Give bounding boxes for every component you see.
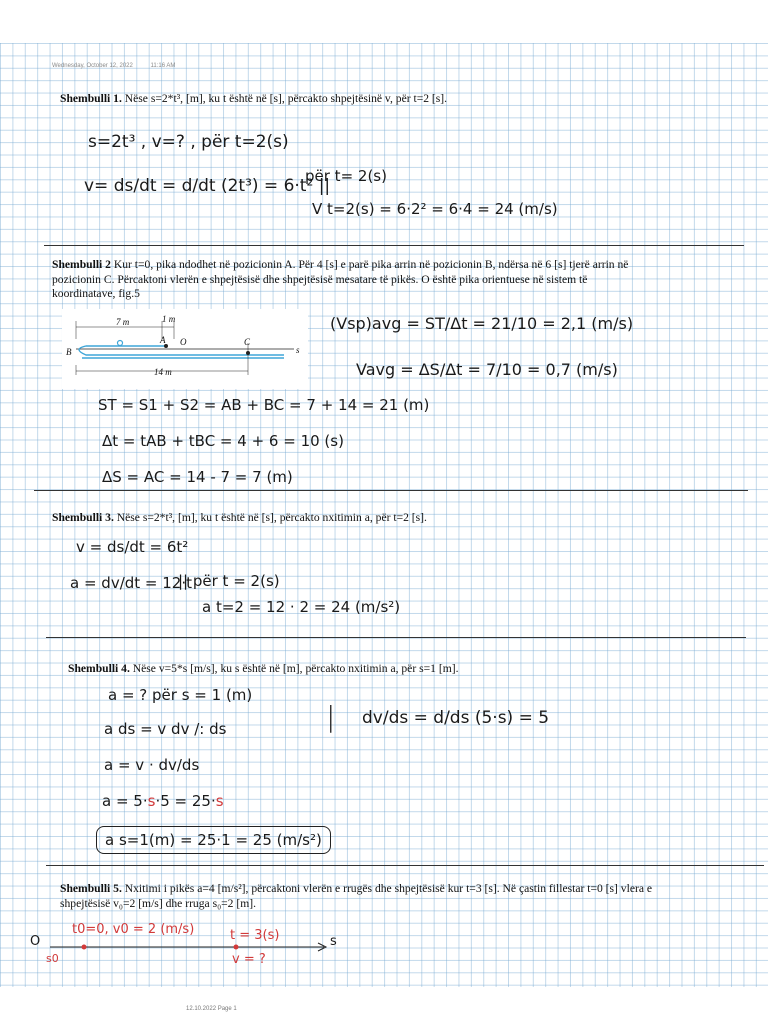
header-time: 11:16 AM: [150, 63, 176, 69]
ex4-hw-relation: a ds = v dv /: ds: [104, 720, 227, 738]
header-date: Wednesday, October 12, 2022: [52, 63, 133, 69]
fig-point-O: O: [180, 337, 187, 347]
ex4-hw-formula: a = v · dv/ds: [104, 756, 200, 774]
ex4-hw-sub-part2: ·5 = 25·: [155, 792, 216, 810]
ex5-hw-t3: t = 3(s): [230, 928, 280, 943]
fig-axis-s: s: [296, 345, 300, 355]
page-footer: 12.10.2022 Page 1: [186, 1006, 237, 1012]
ex1-hw-derivative: v= ds/dt = d/dt (2t³) = 6·t² ||: [84, 176, 331, 196]
ex3-hw-result: a t=2 = 12 · 2 = 24 (m/s²): [202, 598, 401, 616]
ex5-number-line: [40, 940, 340, 954]
example-3-text: Nëse s=2*t³, [m], ku t është në [s], përcakto nxitimin a, për t=2 [s].: [113, 511, 427, 524]
example-3-label: Shembulli 3.: [52, 511, 114, 524]
example-1-label: Shembulli 1.: [60, 92, 122, 105]
example-3-statement: [52, 511, 712, 526]
ex1-hw-given: s=2t³ , v=? , për t=2(s): [88, 132, 289, 152]
example-4-statement: [68, 662, 728, 677]
divider-4: [46, 865, 764, 866]
ex3-hw-for-t: || për t = 2(s): [178, 572, 280, 590]
ex5-hw-origin: O: [30, 934, 41, 949]
ex2-hw-displacement: ΔS = AC = 14 - 7 = 7 (m): [102, 468, 293, 486]
example-4-label: Shembulli 4.: [68, 662, 130, 675]
ex1-hw-result: V t=2(s) = 6·2² = 6·4 = 24 (m/s): [312, 200, 558, 218]
divider-2: [34, 490, 748, 491]
ex3-hw-acceleration: a = dv/dt = 12·t: [70, 574, 192, 592]
fig-label-1m: 1 m: [162, 314, 176, 324]
fig-point-C: C: [244, 337, 251, 347]
ex4-hw-boxed-result: a s=1(m) = 25·1 = 25 (m/s²): [96, 826, 331, 854]
example-2-statement: [52, 258, 652, 302]
divider-3: [46, 637, 746, 638]
ex4-hw-sub-s2: s: [215, 792, 224, 810]
example-4-text: Nëse v=5*s [m/s], ku s është në [m], përcakto nxitimin a, për s=1 [m].: [129, 662, 459, 675]
ex4-hw-sub-s1: s: [147, 792, 156, 810]
fig-label-14m: 14 m: [154, 367, 172, 377]
ex5-hw-v: v = ?: [232, 952, 266, 967]
example-5-text: Nxitimi i pikës a=4 [m/s²], përcaktoni vlerën e rrugës dhe shpejtësisë kur t=3 [s]. Në çastin fillestar t=0 [s] vlera e shpejtësisë v₀=2 [m/s] dhe rruga s₀=2 [m].: [60, 882, 653, 910]
ex5-hw-axis-s: s: [330, 934, 337, 949]
ex2-hw-total-distance: ST = S1 + S2 = AB + BC = 7 + 14 = 21 (m): [98, 396, 430, 414]
fig-point-B: B: [66, 347, 72, 357]
ex4-hw-sub-part1: a = 5·: [102, 792, 148, 810]
example-1-statement: [60, 92, 720, 107]
example-5-statement: [60, 882, 660, 911]
ex3-hw-velocity: v = ds/dt = 6t²: [76, 538, 189, 556]
example-1-text: Nëse s=2*t³, [m], ku t është në [s], përcakto shpejtësinë v, për t=2 [s].: [121, 92, 448, 105]
ex2-hw-avg-speed: (Vsp)avg = ST/Δt = 21/10 = 2,1 (m/s): [330, 314, 634, 333]
example-2-text: Kur t=0, pika ndodhet në pozicionin A. Për 4 [s] e parë pika arrin në pozicionin B, ndërsa në 6 [s] tjerë arrin në pozicionin C. Përcaktoni vlerën e shpejtësisë dhe shpejtësisë mesatare të pikës. O është pika orientuese në sistem të koordinatave, fig.5: [52, 258, 629, 301]
ex5-hw-initial: t0=0, v0 = 2 (m/s): [72, 922, 195, 937]
ex2-hw-avg-velocity: Vavg = ΔS/Δt = 7/10 = 0,7 (m/s): [356, 360, 618, 379]
example-5-label: Shembulli 5.: [60, 882, 122, 895]
ex1-hw-for-t: për t= 2(s): [305, 167, 387, 185]
ex4-hw-divider: |: [326, 700, 336, 733]
ex5-hw-s0: s0: [46, 952, 59, 965]
divider-1: [44, 245, 744, 246]
ex4-hw-derivative: dv/ds = d/ds (5·s) = 5: [362, 708, 550, 728]
figure-5: [62, 309, 308, 389]
page-header: [52, 63, 191, 69]
ex4-hw-given: a = ? për s = 1 (m): [108, 686, 253, 704]
ex4-hw-substitution: [102, 792, 224, 810]
ex2-hw-total-time: Δt = tAB + tBC = 4 + 6 = 10 (s): [102, 432, 344, 450]
fig-label-7m: 7 m: [116, 317, 130, 327]
fig-point-A: A: [160, 335, 166, 345]
example-2-label: Shembulli 2: [52, 258, 111, 271]
